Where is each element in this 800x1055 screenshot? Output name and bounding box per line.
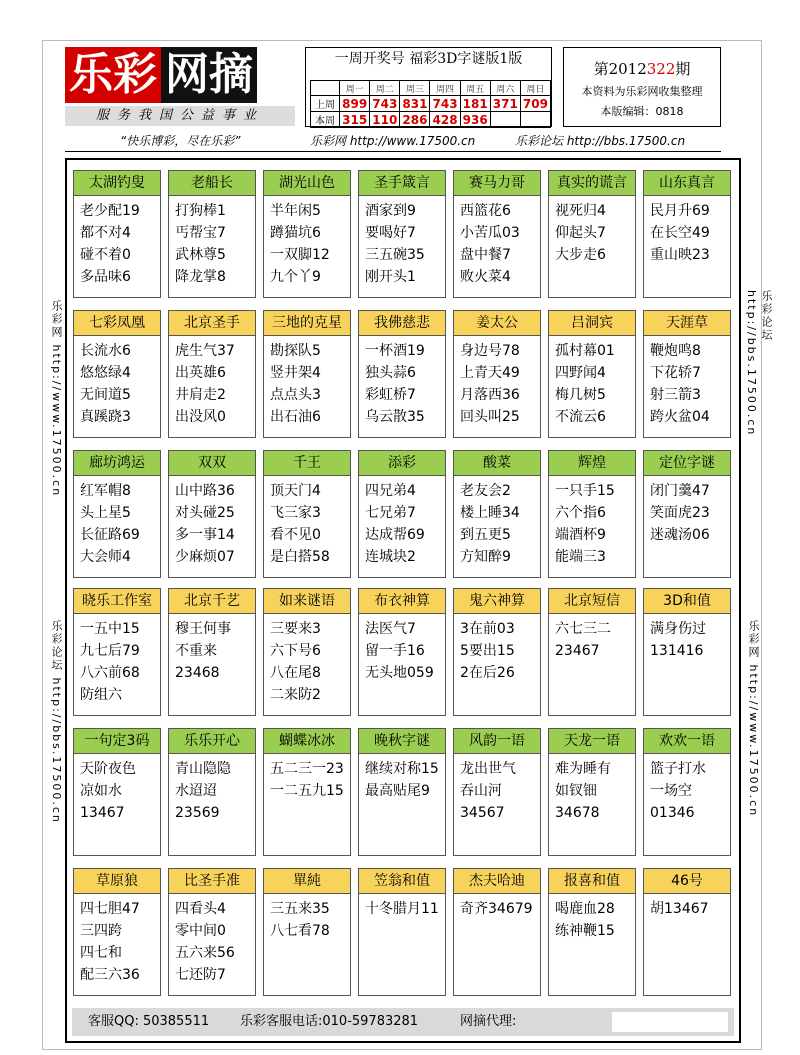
- puzzle-card: [168, 588, 256, 716]
- puzzle-card-body: 十冬腊月11: [365, 901, 439, 917]
- puzzle-card-title: 赛马力哥: [454, 171, 540, 196]
- this-week-label: 本周: [311, 112, 340, 128]
- puzzle-card-title: 草原狼: [74, 869, 160, 894]
- puzzle-card: [453, 170, 541, 298]
- puzzle-card: [73, 728, 161, 856]
- puzzle-card-body: 喝鹿血28 练神鞭15: [555, 901, 615, 939]
- motto: “快乐博彩，尽在乐彩”: [120, 134, 241, 148]
- draw-table: [310, 80, 551, 128]
- puzzle-card: [73, 170, 161, 298]
- puzzle-card-title: 北京圣手: [169, 311, 255, 336]
- this-week-number: 315: [340, 112, 370, 128]
- last-week-number: 709: [520, 96, 550, 112]
- puzzle-card-title: 晚秋字谜: [359, 729, 445, 754]
- puzzle-card-body: 酒家到9 要喝好7 三五碗35 刚开头1: [365, 203, 425, 285]
- puzzle-card-body: 奇齐34679: [460, 901, 533, 917]
- puzzle-card-title: 如来谜语: [264, 589, 350, 614]
- last-week-number: 743: [370, 96, 400, 112]
- puzzle-card-title: 北京短信: [549, 589, 635, 614]
- issue-box: [563, 47, 721, 127]
- this-week-number: 110: [370, 112, 400, 128]
- last-week-number: 899: [340, 96, 370, 112]
- puzzle-card-body: 山中路36 对头碰25 多一事14 少麻烦07: [175, 483, 235, 565]
- puzzle-card-title: 酸菜: [454, 451, 540, 476]
- puzzle-card: [548, 868, 636, 996]
- puzzle-card-title: 太湖钓叟: [74, 171, 160, 196]
- day-header: 周六: [490, 81, 520, 96]
- puzzle-card-body: 半年闲5 蹲猫坑6 一双脚12 九个丫9: [270, 203, 330, 285]
- logo: [65, 47, 295, 103]
- side-text-left-1: 乐彩网 http://www.17500.cn: [50, 300, 63, 498]
- puzzle-card-body: 孤村幕01 四野闻4 梅几树5 不流云6: [555, 343, 615, 425]
- puzzle-card-body: 法医气7 留一手16 无头地059: [365, 621, 434, 681]
- puzzle-card: [643, 170, 731, 298]
- site-link-main[interactable]: 乐彩网 http://www.17500.cn: [310, 134, 476, 148]
- puzzle-card: [263, 170, 351, 298]
- puzzle-card-title: 乐乐开心: [169, 729, 255, 754]
- puzzle-card-title: 山东真言: [644, 171, 730, 196]
- puzzle-card-body: 穆王何事 不重来 23468: [175, 621, 231, 681]
- puzzle-card: [263, 728, 351, 856]
- puzzle-card-body: 胡13467: [650, 901, 709, 917]
- puzzle-card: [73, 868, 161, 996]
- puzzle-card-title: 一句定3码: [74, 729, 160, 754]
- puzzle-card-body: 一五中15 九七后79 八六前68 防组六: [80, 621, 140, 703]
- puzzle-card: [643, 310, 731, 438]
- puzzle-card: [263, 868, 351, 996]
- this-week-number: 936: [460, 112, 490, 128]
- puzzle-card: [73, 310, 161, 438]
- puzzle-card: [73, 450, 161, 578]
- puzzle-card-title: 七彩凤凰: [74, 311, 160, 336]
- puzzle-card: [643, 868, 731, 996]
- puzzle-card-body: 三五来35 八七看78: [270, 901, 330, 939]
- puzzle-card-title: 风韵一语: [454, 729, 540, 754]
- day-header: 周一: [340, 81, 370, 96]
- footer-phone: 乐彩客服电话:010-59783281: [240, 1014, 419, 1029]
- puzzle-card: [453, 588, 541, 716]
- puzzle-card-body: 难为睡有 如钗钿 34678: [555, 761, 611, 821]
- puzzle-card-body: 长流水6 悠悠绿4 无间道5 真蹊跷3: [80, 343, 131, 425]
- puzzle-card: [643, 728, 731, 856]
- puzzle-card: [453, 868, 541, 996]
- puzzle-card-body: 六七三二 23467: [555, 621, 611, 659]
- puzzle-card: [548, 170, 636, 298]
- puzzle-card-title: 蝴蝶冰冰: [264, 729, 350, 754]
- puzzle-card-title: 鬼六神算: [454, 589, 540, 614]
- puzzle-card-body: 鞭炮鸣8 下花轿7 射三箭3 跨火盆04: [650, 343, 710, 425]
- puzzle-card-title: 辉煌: [549, 451, 635, 476]
- puzzle-card-body: 天阶夜色 凉如水 13467: [80, 761, 136, 821]
- puzzle-card-title: 比圣手准: [169, 869, 255, 894]
- puzzle-card: [453, 450, 541, 578]
- puzzle-card: [358, 170, 446, 298]
- puzzle-card-body: 老少配19 都不对4 碰不着0 多品味6: [80, 203, 140, 285]
- puzzle-card-title: 千王: [264, 451, 350, 476]
- footer-agent: 网摘代理:: [460, 1014, 517, 1029]
- puzzle-card-body: 身边号78 上青天49 月落西36 回头叫25: [460, 343, 520, 425]
- puzzle-card-body: 五二三一23 一二五九15: [270, 761, 344, 799]
- puzzle-card-title: 廊坊鸿运: [74, 451, 160, 476]
- puzzle-card: [643, 588, 731, 716]
- puzzle-card-body: 一只手15 六个指6 端酒杯9 能端三3: [555, 483, 615, 565]
- puzzle-card-body: 闭门羹47 笑面虎23 迷魂汤06: [650, 483, 710, 543]
- puzzle-card-title: 吕洞宾: [549, 311, 635, 336]
- last-week-number: 831: [400, 96, 430, 112]
- side-text-right-2: 乐彩网 http://www.17500.cn: [747, 620, 760, 818]
- puzzle-card-body: 虎生气37 出英雄6 井肩走2 出没风0: [175, 343, 235, 425]
- side-text-left-2: 乐彩论坛 http://bbs.17500.cn: [50, 620, 63, 824]
- puzzle-card-body: 四七胆47 三四跨 四七和 配三六36: [80, 901, 140, 983]
- puzzle-card-body: 一杯酒19 独头蒜6 彩虹桥7 乌云散35: [365, 343, 425, 425]
- puzzle-card: [358, 450, 446, 578]
- puzzle-card-body: 勘探队5 竖井架4 点点头3 出石油6: [270, 343, 321, 425]
- this-week-number: 428: [430, 112, 460, 128]
- puzzle-card-title: 湖光山色: [264, 171, 350, 196]
- day-header: 周日: [520, 81, 550, 96]
- last-week-number: 743: [430, 96, 460, 112]
- puzzle-grid: [65, 158, 741, 1043]
- this-week-number: [520, 112, 550, 128]
- puzzle-card-title: 晓乐工作室: [74, 589, 160, 614]
- source-note: 本资料为乐彩网收集整理: [581, 85, 703, 98]
- puzzle-card-title: 圣手箴言: [359, 171, 445, 196]
- issue-number: 第2012322期: [593, 60, 691, 78]
- this-week-number: 286: [400, 112, 430, 128]
- puzzle-card-body: 顶天门4 飞三家3 看不见0 是白搭58: [270, 483, 330, 565]
- puzzle-card: [358, 728, 446, 856]
- puzzle-card-title: 真实的谎言: [549, 171, 635, 196]
- draw-results-box: [305, 47, 552, 127]
- puzzle-card-title: 46号: [644, 869, 730, 894]
- tagline-bar: [65, 131, 721, 152]
- agent-blank: [612, 1012, 728, 1032]
- puzzle-card: [168, 450, 256, 578]
- puzzle-card-title: 3D和值: [644, 589, 730, 614]
- puzzle-card: [168, 868, 256, 996]
- puzzle-card-title: 欢欢一语: [644, 729, 730, 754]
- puzzle-card: [548, 728, 636, 856]
- puzzle-card: [263, 588, 351, 716]
- puzzle-card-body: 龙出世气 吞山河 34567: [460, 761, 516, 821]
- logo-part-1: 乐彩: [65, 47, 161, 103]
- puzzle-card: [73, 588, 161, 716]
- last-week-label: 上周: [311, 96, 340, 112]
- puzzle-card: [548, 588, 636, 716]
- slogan: 服务我国公益事业: [65, 106, 295, 126]
- puzzle-card-body: 视死归4 仰起头7 大步走6: [555, 203, 606, 263]
- puzzle-card-body: 继续对称15 最高贴尾9: [365, 761, 439, 799]
- puzzle-card: [263, 310, 351, 438]
- puzzle-card-title: 添彩: [359, 451, 445, 476]
- puzzle-card: [358, 868, 446, 996]
- puzzle-card-title: 天涯草: [644, 311, 730, 336]
- puzzle-card: [168, 728, 256, 856]
- puzzle-card-title: 北京千艺: [169, 589, 255, 614]
- day-header: 周三: [400, 81, 430, 96]
- last-week-number: 181: [460, 96, 490, 112]
- puzzle-card: [168, 170, 256, 298]
- puzzle-card-title: 杰夫哈迪: [454, 869, 540, 894]
- puzzle-card-body: 青山隐隐 水迢迢 23569: [175, 761, 231, 821]
- puzzle-card-title: 三地的克星: [264, 311, 350, 336]
- puzzle-card-title: 姜太公: [454, 311, 540, 336]
- puzzle-card-body: 老友会2 楼上睡34 到五更5 方知醉9: [460, 483, 520, 565]
- puzzle-card: [453, 728, 541, 856]
- puzzle-card-body: 四看头4 零中间0 五六来56 七还防7: [175, 901, 235, 983]
- footer-bar: [72, 1008, 734, 1036]
- puzzle-card-title: 笠翁和值: [359, 869, 445, 894]
- last-week-number: 371: [490, 96, 520, 112]
- puzzle-card-title: 我佛慈悲: [359, 311, 445, 336]
- puzzle-card-title: 定位字谜: [644, 451, 730, 476]
- puzzle-card-title: 双双: [169, 451, 255, 476]
- side-text-right-1: 乐彩论坛 http://bbs.17500.cn: [745, 290, 773, 437]
- puzzle-card: [263, 450, 351, 578]
- puzzle-card-body: 四兄弟4 七兄弟7 达成帮69 连城块2: [365, 483, 425, 565]
- day-header: 周五: [460, 81, 490, 96]
- puzzle-card: [358, 588, 446, 716]
- puzzle-card: [643, 450, 731, 578]
- puzzle-card-body: 打狗棒1 丐帮宝7 武林尊5 降龙掌8: [175, 203, 226, 285]
- logo-part-2: 网摘: [161, 47, 257, 103]
- puzzle-card-body: 西篮花6 小苦瓜03 盘中餐7 败火菜4: [460, 203, 520, 285]
- day-header: 周四: [430, 81, 460, 96]
- puzzle-card: [168, 310, 256, 438]
- puzzle-card: [453, 310, 541, 438]
- puzzle-card: [358, 310, 446, 438]
- puzzle-card: [548, 450, 636, 578]
- puzzle-card-title: 报喜和值: [549, 869, 635, 894]
- puzzle-card-body: 篮子打水 一场空 01346: [650, 761, 706, 821]
- puzzle-card-body: 3在前03 5要出15 2在后26: [460, 621, 515, 681]
- site-link-forum[interactable]: 乐彩论坛 http://bbs.17500.cn: [515, 134, 686, 148]
- puzzle-card-title: 單純: [264, 869, 350, 894]
- puzzle-card-title: 布衣神算: [359, 589, 445, 614]
- this-week-number: [490, 112, 520, 128]
- puzzle-card-body: 满身伤过 131416: [650, 621, 706, 659]
- puzzle-card: [548, 310, 636, 438]
- puzzle-card-body: 红军帽8 头上星5 长征路69 大会师4: [80, 483, 140, 565]
- puzzle-card-title: 天龙一语: [549, 729, 635, 754]
- puzzle-card-body: 三要来3 六下号6 八在尾8 二来防2: [270, 621, 321, 703]
- footer-qq: 客服QQ: 50385511: [88, 1014, 210, 1029]
- editor-note: 本版编辑：0818: [600, 105, 684, 118]
- puzzle-card-title: 老船长: [169, 171, 255, 196]
- puzzle-card-body: 民月升69 在长空49 重山映23: [650, 203, 710, 263]
- day-header: 周二: [370, 81, 400, 96]
- draw-title: 一周开奖号 福彩3D字谜版1版: [334, 51, 523, 67]
